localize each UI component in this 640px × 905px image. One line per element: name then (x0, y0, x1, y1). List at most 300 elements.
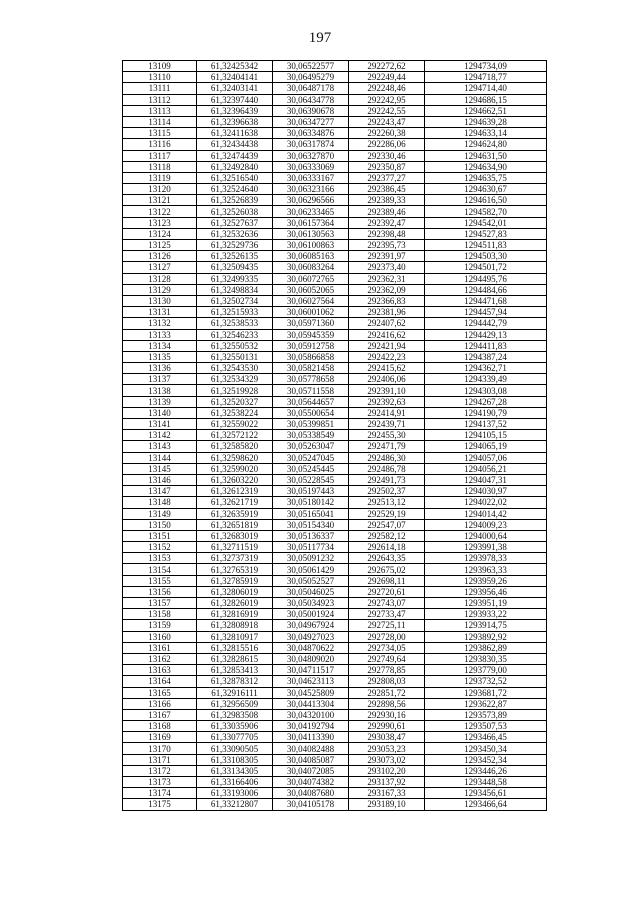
table-row (123, 374, 547, 385)
longitude-cell: 30,06347277 (273, 116, 349, 127)
y-coordinate-cell: 1294471,68 (425, 295, 547, 306)
y-coordinate-cell: 1293622,87 (425, 698, 547, 709)
table-row (123, 161, 547, 172)
table-row (123, 676, 547, 687)
latitude-cell: 61,32529736 (197, 240, 273, 251)
y-coordinate-cell: 1294030,97 (425, 486, 547, 497)
table-row (123, 184, 547, 195)
latitude-cell: 61,32538224 (197, 407, 273, 418)
latitude-cell: 61,32635919 (197, 508, 273, 519)
latitude-cell: 61,32765319 (197, 564, 273, 575)
table-row (123, 419, 547, 430)
longitude-cell: 30,05399851 (273, 419, 349, 430)
table-row (123, 575, 547, 586)
latitude-cell: 61,32603220 (197, 474, 273, 485)
x-coordinate-cell: 292749,64 (349, 653, 425, 664)
y-coordinate-cell: 1294137,52 (425, 419, 547, 430)
latitude-cell: 61,32532636 (197, 228, 273, 239)
y-coordinate-cell: 1294582,70 (425, 206, 547, 217)
y-coordinate-cell: 1293448,58 (425, 777, 547, 788)
y-coordinate-cell: 1293681,72 (425, 687, 547, 698)
longitude-cell: 30,06130563 (273, 228, 349, 239)
point-number-cell: 13167 (123, 709, 197, 720)
table-row (123, 441, 547, 452)
point-number-cell: 13148 (123, 497, 197, 508)
latitude-cell: 61,33193006 (197, 788, 273, 799)
table-row (123, 150, 547, 161)
x-coordinate-cell: 293137,92 (349, 777, 425, 788)
longitude-cell: 30,06001062 (273, 307, 349, 318)
latitude-cell: 61,32785919 (197, 575, 273, 586)
table-row (123, 721, 547, 732)
x-coordinate-cell: 292698,11 (349, 575, 425, 586)
point-number-cell: 13114 (123, 116, 197, 127)
longitude-cell: 30,05245445 (273, 463, 349, 474)
x-coordinate-cell: 292529,19 (349, 508, 425, 519)
table-row (123, 385, 547, 396)
table-row (123, 508, 547, 519)
x-coordinate-cell: 292391,10 (349, 385, 425, 396)
x-coordinate-cell: 293038,47 (349, 732, 425, 743)
x-coordinate-cell: 292377,27 (349, 172, 425, 183)
x-coordinate-cell: 292286,06 (349, 139, 425, 150)
latitude-cell: 61,32550131 (197, 351, 273, 362)
latitude-cell: 61,32956509 (197, 698, 273, 709)
y-coordinate-cell: 1294686,15 (425, 94, 547, 105)
latitude-cell: 61,32572122 (197, 430, 273, 441)
point-number-cell: 13129 (123, 284, 197, 295)
point-number-cell: 13162 (123, 653, 197, 664)
latitude-cell: 61,32599020 (197, 463, 273, 474)
y-coordinate-cell: 1294511,83 (425, 240, 547, 251)
x-coordinate-cell: 292455,30 (349, 430, 425, 441)
point-number-cell: 13145 (123, 463, 197, 474)
latitude-cell: 61,32520327 (197, 396, 273, 407)
point-number-cell: 13163 (123, 665, 197, 676)
point-number-cell: 13123 (123, 217, 197, 228)
table-row (123, 116, 547, 127)
longitude-cell: 30,04072085 (273, 765, 349, 776)
x-coordinate-cell: 292643,35 (349, 553, 425, 564)
table-row (123, 665, 547, 676)
y-coordinate-cell: 1294047,31 (425, 474, 547, 485)
table-row (123, 754, 547, 765)
table-row (123, 172, 547, 183)
point-number-cell: 13112 (123, 94, 197, 105)
table-row (123, 430, 547, 441)
x-coordinate-cell: 292733,47 (349, 609, 425, 620)
x-coordinate-cell: 292778,85 (349, 665, 425, 676)
y-coordinate-cell: 1293732,52 (425, 676, 547, 687)
latitude-cell: 61,32916111 (197, 687, 273, 698)
latitude-cell: 61,32683019 (197, 530, 273, 541)
point-number-cell: 13140 (123, 407, 197, 418)
x-coordinate-cell: 292272,62 (349, 61, 425, 72)
point-number-cell: 13153 (123, 553, 197, 564)
x-coordinate-cell: 292389,33 (349, 195, 425, 206)
y-coordinate-cell: 1293466,64 (425, 799, 547, 810)
latitude-cell: 61,32878312 (197, 676, 273, 687)
longitude-cell: 30,06323166 (273, 184, 349, 195)
table-row (123, 251, 547, 262)
x-coordinate-cell: 292582,12 (349, 530, 425, 541)
point-number-cell: 13127 (123, 262, 197, 273)
y-coordinate-cell: 1294639,28 (425, 116, 547, 127)
x-coordinate-cell: 292389,46 (349, 206, 425, 217)
table-row (123, 217, 547, 228)
x-coordinate-cell: 292416,62 (349, 329, 425, 340)
longitude-cell: 30,04320100 (273, 709, 349, 720)
y-coordinate-cell: 1294014,42 (425, 508, 547, 519)
x-coordinate-cell: 293073,02 (349, 754, 425, 765)
y-coordinate-cell: 1294303,08 (425, 385, 547, 396)
latitude-cell: 61,33166406 (197, 777, 273, 788)
latitude-cell: 61,32808918 (197, 620, 273, 631)
table-row (123, 620, 547, 631)
y-coordinate-cell: 1294429,13 (425, 329, 547, 340)
latitude-cell: 61,32397440 (197, 94, 273, 105)
latitude-cell: 61,32411638 (197, 128, 273, 139)
x-coordinate-cell: 292248,46 (349, 83, 425, 94)
table-row (123, 363, 547, 374)
point-number-cell: 13165 (123, 687, 197, 698)
latitude-cell: 61,32526038 (197, 206, 273, 217)
y-coordinate-cell: 1294057,06 (425, 452, 547, 463)
table-row (123, 586, 547, 597)
point-number-cell: 13164 (123, 676, 197, 687)
latitude-cell: 61,32526135 (197, 251, 273, 262)
table-row (123, 340, 547, 351)
table-row (123, 128, 547, 139)
latitude-cell: 61,32516540 (197, 172, 273, 183)
latitude-cell: 61,32474439 (197, 150, 273, 161)
point-number-cell: 13155 (123, 575, 197, 586)
table-row (123, 542, 547, 553)
longitude-cell: 30,06072765 (273, 273, 349, 284)
table-row (123, 139, 547, 150)
y-coordinate-cell: 1293959,26 (425, 575, 547, 586)
x-coordinate-cell: 292421,94 (349, 340, 425, 351)
longitude-cell: 30,05821458 (273, 363, 349, 374)
point-number-cell: 13166 (123, 698, 197, 709)
longitude-cell: 30,05247045 (273, 452, 349, 463)
point-number-cell: 13132 (123, 318, 197, 329)
latitude-cell: 61,32585820 (197, 441, 273, 452)
table-row (123, 698, 547, 709)
x-coordinate-cell: 292547,07 (349, 519, 425, 530)
table-row (123, 788, 547, 799)
latitude-cell: 61,32534329 (197, 374, 273, 385)
x-coordinate-cell: 292675,02 (349, 564, 425, 575)
longitude-cell: 30,04113390 (273, 732, 349, 743)
x-coordinate-cell: 292362,09 (349, 284, 425, 295)
point-number-cell: 13113 (123, 105, 197, 116)
y-coordinate-cell: 1294630,67 (425, 184, 547, 195)
point-number-cell: 13134 (123, 340, 197, 351)
y-coordinate-cell: 1294714,40 (425, 83, 547, 94)
table-row (123, 687, 547, 698)
x-coordinate-cell: 292491,73 (349, 474, 425, 485)
latitude-cell: 61,32527637 (197, 217, 273, 228)
point-number-cell: 13169 (123, 732, 197, 743)
table-row (123, 284, 547, 295)
point-number-cell: 13121 (123, 195, 197, 206)
longitude-cell: 30,06522577 (273, 61, 349, 72)
latitude-cell: 61,32519928 (197, 385, 273, 396)
table-row (123, 262, 547, 273)
latitude-cell: 61,32806019 (197, 586, 273, 597)
x-coordinate-cell: 292486,30 (349, 452, 425, 463)
latitude-cell: 61,32499335 (197, 273, 273, 284)
x-coordinate-cell: 292439,71 (349, 419, 425, 430)
point-number-cell: 13161 (123, 642, 197, 653)
y-coordinate-cell: 1293991,38 (425, 542, 547, 553)
table-row (123, 318, 547, 329)
x-coordinate-cell: 293167,33 (349, 788, 425, 799)
longitude-cell: 30,04074382 (273, 777, 349, 788)
longitude-cell: 30,05180142 (273, 497, 349, 508)
y-coordinate-cell: 1294718,77 (425, 72, 547, 83)
latitude-cell: 61,32502734 (197, 295, 273, 306)
x-coordinate-cell: 292743,07 (349, 598, 425, 609)
table-row (123, 206, 547, 217)
y-coordinate-cell: 1293862,89 (425, 642, 547, 653)
table-row (123, 743, 547, 754)
longitude-cell: 30,05338549 (273, 430, 349, 441)
table-row (123, 486, 547, 497)
point-number-cell: 13151 (123, 530, 197, 541)
y-coordinate-cell: 1293466,45 (425, 732, 547, 743)
table-row (123, 295, 547, 306)
table-row (123, 83, 547, 94)
y-coordinate-cell: 1294190,79 (425, 407, 547, 418)
table-row (123, 553, 547, 564)
x-coordinate-cell: 292330,46 (349, 150, 425, 161)
table-row (123, 228, 547, 239)
longitude-cell: 30,04870622 (273, 642, 349, 653)
longitude-cell: 30,04525809 (273, 687, 349, 698)
point-number-cell: 13170 (123, 743, 197, 754)
y-coordinate-cell: 1294105,15 (425, 430, 547, 441)
longitude-cell: 30,05945359 (273, 329, 349, 340)
y-coordinate-cell: 1294022,02 (425, 497, 547, 508)
point-number-cell: 13143 (123, 441, 197, 452)
y-coordinate-cell: 1294734,09 (425, 61, 547, 72)
latitude-cell: 61,32498834 (197, 284, 273, 295)
point-number-cell: 13150 (123, 519, 197, 530)
y-coordinate-cell: 1294267,28 (425, 396, 547, 407)
latitude-cell: 61,32404141 (197, 72, 273, 83)
table-row (123, 240, 547, 251)
y-coordinate-cell: 1293914,75 (425, 620, 547, 631)
longitude-cell: 30,05001924 (273, 609, 349, 620)
x-coordinate-cell: 293053,23 (349, 743, 425, 754)
table-row (123, 351, 547, 362)
point-number-cell: 13128 (123, 273, 197, 284)
longitude-cell: 30,05500654 (273, 407, 349, 418)
y-coordinate-cell: 1294065,19 (425, 441, 547, 452)
longitude-cell: 30,04082488 (273, 743, 349, 754)
y-coordinate-cell: 1294442,79 (425, 318, 547, 329)
table-row (123, 452, 547, 463)
latitude-cell: 61,32853413 (197, 665, 273, 676)
y-coordinate-cell: 1293446,26 (425, 765, 547, 776)
table-row (123, 396, 547, 407)
point-number-cell: 13133 (123, 329, 197, 340)
y-coordinate-cell: 1294616,50 (425, 195, 547, 206)
x-coordinate-cell: 292366,83 (349, 295, 425, 306)
point-number-cell: 13174 (123, 788, 197, 799)
table-row (123, 94, 547, 105)
longitude-cell: 30,06327870 (273, 150, 349, 161)
y-coordinate-cell: 1294634,90 (425, 161, 547, 172)
y-coordinate-cell: 1293956,46 (425, 586, 547, 597)
y-coordinate-cell: 1293978,33 (425, 553, 547, 564)
point-number-cell: 13171 (123, 754, 197, 765)
longitude-cell: 30,05165041 (273, 508, 349, 519)
latitude-cell: 61,32538533 (197, 318, 273, 329)
point-number-cell: 13109 (123, 61, 197, 72)
point-number-cell: 13126 (123, 251, 197, 262)
latitude-cell: 61,32425342 (197, 61, 273, 72)
x-coordinate-cell: 292350,87 (349, 161, 425, 172)
point-number-cell: 13130 (123, 295, 197, 306)
longitude-cell: 30,05034923 (273, 598, 349, 609)
latitude-cell: 61,32815516 (197, 642, 273, 653)
longitude-cell: 30,06157364 (273, 217, 349, 228)
point-number-cell: 13138 (123, 385, 197, 396)
point-number-cell: 13159 (123, 620, 197, 631)
y-coordinate-cell: 1293963,33 (425, 564, 547, 575)
latitude-cell: 61,32826019 (197, 598, 273, 609)
x-coordinate-cell: 292486,78 (349, 463, 425, 474)
y-coordinate-cell: 1293892,92 (425, 631, 547, 642)
point-number-cell: 13125 (123, 240, 197, 251)
latitude-cell: 61,33035906 (197, 721, 273, 732)
longitude-cell: 30,04623113 (273, 676, 349, 687)
y-coordinate-cell: 1294503,30 (425, 251, 547, 262)
latitude-cell: 61,32396439 (197, 105, 273, 116)
point-number-cell: 13154 (123, 564, 197, 575)
y-coordinate-cell: 1294056,21 (425, 463, 547, 474)
latitude-cell: 61,32816919 (197, 609, 273, 620)
point-number-cell: 13120 (123, 184, 197, 195)
longitude-cell: 30,06333167 (273, 172, 349, 183)
point-number-cell: 13115 (123, 128, 197, 139)
longitude-cell: 30,06495279 (273, 72, 349, 83)
longitude-cell: 30,06390678 (273, 105, 349, 116)
table-row (123, 765, 547, 776)
point-number-cell: 13122 (123, 206, 197, 217)
latitude-cell: 61,32550532 (197, 340, 273, 351)
y-coordinate-cell: 1293456,61 (425, 788, 547, 799)
x-coordinate-cell: 292513,12 (349, 497, 425, 508)
y-coordinate-cell: 1293779,00 (425, 665, 547, 676)
y-coordinate-cell: 1293452,34 (425, 754, 547, 765)
x-coordinate-cell: 292386,45 (349, 184, 425, 195)
point-number-cell: 13136 (123, 363, 197, 374)
point-number-cell: 13172 (123, 765, 197, 776)
point-number-cell: 13157 (123, 598, 197, 609)
point-number-cell: 13173 (123, 777, 197, 788)
table-row (123, 631, 547, 642)
table-row (123, 474, 547, 485)
latitude-cell: 61,32546233 (197, 329, 273, 340)
x-coordinate-cell: 292381,96 (349, 307, 425, 318)
y-coordinate-cell: 1293450,34 (425, 743, 547, 754)
table-row (123, 329, 547, 340)
x-coordinate-cell: 292502,37 (349, 486, 425, 497)
longitude-cell: 30,05228545 (273, 474, 349, 485)
x-coordinate-cell: 292471,79 (349, 441, 425, 452)
longitude-cell: 30,04192794 (273, 721, 349, 732)
point-number-cell: 13137 (123, 374, 197, 385)
y-coordinate-cell: 1293933,22 (425, 609, 547, 620)
y-coordinate-cell: 1293830,35 (425, 653, 547, 664)
table-row (123, 564, 547, 575)
y-coordinate-cell: 1293507,53 (425, 721, 547, 732)
coordinates-table (122, 60, 547, 811)
table-row (123, 530, 547, 541)
latitude-cell: 61,32810917 (197, 631, 273, 642)
x-coordinate-cell: 292990,61 (349, 721, 425, 732)
y-coordinate-cell: 1294633,14 (425, 128, 547, 139)
point-number-cell: 13139 (123, 396, 197, 407)
y-coordinate-cell: 1294387,24 (425, 351, 547, 362)
latitude-cell: 61,32509435 (197, 262, 273, 273)
latitude-cell: 61,33134305 (197, 765, 273, 776)
point-number-cell: 13116 (123, 139, 197, 150)
point-number-cell: 13175 (123, 799, 197, 810)
table-row (123, 273, 547, 284)
y-coordinate-cell: 1294411,83 (425, 340, 547, 351)
x-coordinate-cell: 292373,40 (349, 262, 425, 273)
longitude-cell: 30,06027564 (273, 295, 349, 306)
latitude-cell: 61,33212807 (197, 799, 273, 810)
latitude-cell: 61,32711519 (197, 542, 273, 553)
latitude-cell: 61,33077705 (197, 732, 273, 743)
table-row (123, 732, 547, 743)
longitude-cell: 30,04711517 (273, 665, 349, 676)
longitude-cell: 30,04927023 (273, 631, 349, 642)
y-coordinate-cell: 1294339,49 (425, 374, 547, 385)
point-number-cell: 13124 (123, 228, 197, 239)
longitude-cell: 30,05263047 (273, 441, 349, 452)
latitude-cell: 61,32651819 (197, 519, 273, 530)
table-row (123, 61, 547, 72)
longitude-cell: 30,05136337 (273, 530, 349, 541)
table-row (123, 497, 547, 508)
longitude-cell: 30,06334876 (273, 128, 349, 139)
table-row (123, 72, 547, 83)
x-coordinate-cell: 292415,62 (349, 363, 425, 374)
x-coordinate-cell: 292242,95 (349, 94, 425, 105)
latitude-cell: 61,32543530 (197, 363, 273, 374)
y-coordinate-cell: 1294457,94 (425, 307, 547, 318)
x-coordinate-cell: 292260,38 (349, 128, 425, 139)
y-coordinate-cell: 1294495,76 (425, 273, 547, 284)
x-coordinate-cell: 292392,47 (349, 217, 425, 228)
table-row (123, 519, 547, 530)
longitude-cell: 30,06233465 (273, 206, 349, 217)
latitude-cell: 61,32515933 (197, 307, 273, 318)
page-number: 197 (308, 30, 332, 46)
x-coordinate-cell: 292725,11 (349, 620, 425, 631)
latitude-cell: 61,32403141 (197, 83, 273, 94)
y-coordinate-cell: 1294624,80 (425, 139, 547, 150)
y-coordinate-cell: 1294484,66 (425, 284, 547, 295)
latitude-cell: 61,32396638 (197, 116, 273, 127)
